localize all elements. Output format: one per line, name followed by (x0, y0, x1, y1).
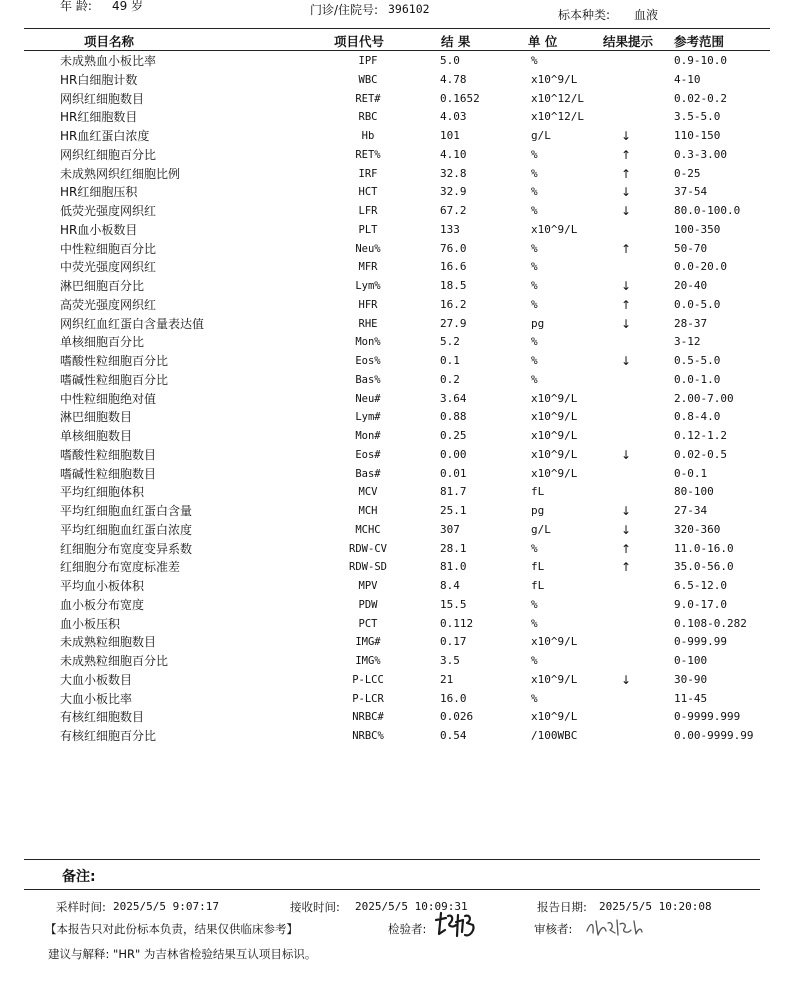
reference-range: 80-100 (674, 485, 714, 499)
reference-range: 0-100 (674, 654, 708, 667)
item-unit: x10^9/L (531, 710, 578, 724)
item-unit: x10^9/L (531, 429, 578, 442)
item-result: 32.9 (440, 185, 467, 199)
reference-range: 0.0-20.0 (674, 260, 727, 274)
item-name: 嗜酸性粒细胞数目 (60, 447, 157, 462)
item-result: 25.1 (440, 504, 467, 517)
result-flag: ↓ (620, 522, 632, 537)
item-code: HFR (358, 298, 378, 311)
item-name: 平均红细胞血红蛋白浓度 (60, 522, 193, 537)
item-result: 18.5 (440, 279, 467, 292)
item-code: PCT (358, 617, 378, 630)
item-code: MPV (358, 580, 378, 592)
item-name: HR白细胞计数 (60, 72, 138, 87)
result-flag: ↑ (620, 541, 632, 556)
item-code: P-LCR (352, 692, 384, 705)
item-name: 嗜碱性粒细胞百分比 (60, 372, 169, 387)
item-result: 133 (440, 222, 460, 236)
table-row (0, 108, 794, 127)
item-name: HR红细胞压积 (60, 185, 138, 200)
item-unit: % (531, 372, 538, 386)
item-code: HCT (358, 186, 378, 199)
item-code: Lym# (355, 411, 381, 424)
item-result: 16.2 (440, 297, 467, 311)
table-row (0, 165, 794, 184)
specimen-value: 血液 (634, 8, 659, 22)
col-header-code: 项目代号 (334, 34, 385, 49)
item-name: 淋巴细胞百分比 (60, 279, 145, 293)
item-code: WBC (358, 73, 378, 86)
reviewer-signature-image (584, 915, 644, 939)
item-result: 4.78 (440, 72, 467, 86)
reference-range: 0.0-5.0 (674, 297, 721, 311)
item-name: 未成熟粒细胞数目 (60, 635, 157, 650)
item-name: 平均红细胞体积 (60, 485, 145, 500)
table-row (0, 71, 794, 90)
table-row (0, 202, 794, 221)
item-unit: x10^9/L (531, 391, 578, 405)
tester-label: 检验者: (388, 922, 427, 936)
item-code: PDW (358, 598, 378, 611)
remark-top-rule (24, 859, 760, 860)
reference-range: 0.12-1.2 (674, 429, 727, 442)
item-code: Eos# (355, 448, 381, 461)
item-name: 网织红细胞数目 (60, 91, 145, 106)
reference-range: 0.8-4.0 (674, 410, 721, 424)
item-unit: fL (531, 579, 545, 592)
item-name: 低荧光强度网织红 (60, 204, 157, 218)
reference-range: 0-9999.999 (674, 710, 741, 724)
reference-range: 0.0-1.0 (674, 372, 721, 386)
reference-range: 110-150 (674, 129, 721, 142)
reference-range: 20-40 (674, 279, 708, 292)
item-result: 5.0 (440, 54, 460, 67)
item-name: 大血小板比率 (60, 691, 133, 706)
item-unit: % (531, 691, 538, 705)
item-code: MCH (358, 505, 378, 517)
item-name: 淋巴细胞数目 (60, 410, 133, 425)
item-unit: % (531, 279, 538, 292)
item-result: 0.1 (440, 354, 460, 367)
table-row (0, 690, 794, 709)
col-header-result: 结 果 (441, 34, 471, 49)
item-unit: % (531, 297, 538, 311)
item-result: 0.25 (440, 429, 467, 442)
col-header-unit: 单 位 (528, 34, 558, 49)
item-name: 单核细胞数目 (60, 429, 133, 443)
item-code: Bas# (355, 467, 381, 480)
item-name: 未成熟网织红细胞比例 (60, 166, 181, 181)
table-row (0, 483, 794, 502)
item-unit: % (531, 185, 538, 199)
item-code: IRF (358, 167, 378, 180)
item-unit: x10^9/L (531, 672, 578, 686)
item-result: 0.88 (440, 410, 467, 424)
item-result: 16.6 (440, 260, 467, 274)
reference-range: 6.5-12.0 (674, 579, 727, 592)
item-code: NRBC% (352, 730, 384, 742)
item-code: Eos% (355, 355, 381, 367)
item-code: Neu# (355, 392, 381, 405)
table-row (0, 240, 794, 259)
result-flag: ↓ (620, 447, 632, 462)
table-row (0, 577, 794, 596)
item-name: 未成熟血小板比率 (60, 54, 157, 68)
item-result: 307 (440, 522, 460, 536)
table-row (0, 558, 794, 577)
item-result: 5.2 (440, 335, 460, 349)
disclaimer: 【本报告只对此份标本负责，结果仅供临床参考】 (45, 922, 298, 936)
table-row (0, 333, 794, 352)
item-code: LFR (358, 205, 378, 217)
item-result: 27.9 (440, 316, 467, 330)
reference-range: 2.00-7.00 (674, 391, 734, 405)
table-row (0, 596, 794, 615)
reference-range: 0.108-0.282 (674, 616, 747, 630)
header-bottom-rule (24, 50, 770, 51)
reference-range: 28-37 (674, 316, 708, 330)
item-unit: % (531, 335, 538, 349)
table-row (0, 371, 794, 390)
reference-range: 0.00-9999.99 (674, 729, 754, 742)
item-name: 单核细胞百分比 (60, 335, 145, 350)
result-flag: ↑ (620, 241, 632, 256)
item-unit: % (531, 204, 538, 217)
item-result: 0.1652 (440, 91, 480, 105)
table-row (0, 52, 794, 71)
item-code: PLT (358, 223, 378, 236)
item-name: 红细胞分布宽度标准差 (60, 560, 181, 575)
item-code: Lym% (355, 280, 381, 292)
item-unit: x10^9/L (531, 222, 578, 236)
item-name: HR血红蛋白浓度 (60, 129, 150, 143)
reference-range: 0.02-0.5 (674, 447, 727, 461)
item-unit: x10^9/L (531, 410, 578, 424)
table-row (0, 90, 794, 109)
item-unit: % (531, 541, 538, 555)
tester-signature (432, 910, 482, 946)
item-result: 4.03 (440, 110, 467, 124)
item-unit: /100WBC (531, 729, 578, 742)
item-code: Mon# (355, 430, 381, 442)
table-row (0, 652, 794, 671)
item-result: 67.2 (440, 204, 467, 217)
reference-range: 11-45 (674, 691, 708, 705)
item-unit: % (531, 166, 538, 180)
patient-id-value: 396102 (388, 2, 430, 16)
col-header-ref: 参考范围 (674, 34, 725, 49)
report-date: 2025/5/5 10:20:08 (599, 900, 712, 913)
reference-range: 37-54 (674, 185, 708, 199)
item-name: 中性粒细胞绝对值 (60, 391, 157, 406)
item-name: 中性粒细胞百分比 (60, 241, 157, 256)
remark-bottom-rule (24, 889, 760, 890)
remark-label: 备注: (62, 869, 96, 885)
table-row (0, 277, 794, 296)
table-row (0, 408, 794, 427)
item-result: 21 (440, 672, 454, 686)
item-result: 28.1 (440, 541, 467, 555)
item-unit: % (531, 260, 538, 274)
item-name: 中荧光强度网织红 (60, 260, 157, 275)
result-flag: ↓ (620, 672, 632, 687)
table-row (0, 315, 794, 334)
reference-range: 9.0-17.0 (674, 597, 727, 611)
results-table (0, 52, 794, 746)
table-row (0, 633, 794, 652)
table-row (0, 352, 794, 371)
item-name: 网织红细胞百分比 (60, 147, 157, 162)
reference-range: 320-360 (674, 522, 721, 536)
table-row (0, 465, 794, 484)
item-name: 有核红细胞百分比 (60, 729, 157, 743)
reference-range: 11.0-16.0 (674, 541, 734, 555)
reference-range: 80.0-100.0 (674, 204, 741, 217)
table-row (0, 671, 794, 690)
item-unit: x10^12/L (531, 110, 584, 124)
item-unit: % (531, 616, 538, 630)
table-row (0, 502, 794, 521)
table-row (0, 727, 794, 746)
item-code: Bas% (355, 373, 381, 386)
age-value: 49 岁 (112, 0, 144, 13)
result-flag: ↓ (620, 129, 632, 143)
result-flag: ↓ (620, 504, 632, 518)
item-unit: g/L (531, 522, 551, 536)
item-code: IMG% (355, 655, 381, 667)
item-result: 4.10 (440, 147, 467, 161)
item-code: Neu% (355, 242, 381, 255)
result-flag: ↓ (620, 185, 632, 200)
item-unit: x10^9/L (531, 72, 578, 86)
item-unit: % (531, 54, 538, 67)
col-header-name: 项目名称 (84, 34, 135, 49)
item-unit: g/L (531, 129, 551, 142)
item-name: 大血小板数目 (60, 672, 133, 687)
sampling-time: 2025/5/5 9:07:17 (113, 900, 219, 913)
item-name: 平均血小板体积 (60, 579, 145, 593)
item-result: 101 (440, 129, 460, 142)
item-name: HR红细胞数目 (60, 110, 138, 125)
item-unit: % (531, 241, 538, 255)
header-top-rule (24, 28, 770, 29)
advice-text: 建议与解释: "HR" 为吉林省检验结果互认项目标识。 (48, 947, 317, 961)
received-time-label: 接收时间: (290, 900, 340, 914)
item-name: 血小板压积 (60, 616, 121, 631)
item-name: 有核红细胞数目 (60, 710, 145, 725)
item-code: RDW-CV (349, 542, 387, 555)
item-unit: x10^9/L (531, 466, 578, 480)
item-unit: pg (531, 316, 545, 330)
item-name: 血小板分布宽度 (60, 597, 145, 612)
item-code: RET% (355, 148, 381, 161)
item-result: 0.54 (440, 729, 467, 742)
item-unit: x10^9/L (531, 447, 578, 461)
item-code: IPF (358, 55, 378, 67)
table-row (0, 615, 794, 634)
result-flag: ↓ (620, 279, 632, 293)
item-result: 0.00 (440, 447, 467, 461)
result-flag: ↓ (620, 204, 632, 218)
item-name: HR血小板数目 (60, 222, 138, 237)
table-row (0, 258, 794, 277)
table-row (0, 446, 794, 465)
table-row (0, 708, 794, 727)
item-result: 81.7 (440, 485, 467, 499)
item-result: 3.64 (440, 391, 467, 405)
reference-range: 0.5-5.0 (674, 354, 721, 367)
result-flag: ↑ (620, 147, 632, 162)
reference-range: 30-90 (674, 672, 708, 686)
item-unit: fL (531, 485, 545, 499)
item-unit: % (531, 597, 538, 611)
item-code: NRBC# (352, 711, 384, 724)
item-unit: x10^9/L (531, 635, 578, 649)
item-unit: % (531, 354, 538, 367)
item-name: 高荧光强度网织红 (60, 297, 157, 312)
tester-signature-image (432, 910, 482, 942)
item-code: Hb (361, 130, 375, 142)
reference-range: 0-999.99 (674, 635, 727, 649)
col-header-flag: 结果提示 (603, 34, 654, 49)
item-unit: fL (531, 560, 545, 574)
reference-range: 27-34 (674, 504, 708, 517)
sampling-time-label: 采样时间: (56, 900, 106, 914)
item-name: 未成熟粒细胞百分比 (60, 654, 169, 668)
report-date-label: 报告日期: (537, 900, 587, 914)
item-name: 嗜碱性粒细胞数目 (60, 466, 157, 481)
table-row (0, 427, 794, 446)
result-flag: ↑ (620, 166, 632, 181)
received-time: 2025/5/5 10:09:31 (355, 900, 468, 913)
item-unit: % (531, 654, 538, 667)
item-result: 0.026 (440, 710, 474, 724)
item-result: 0.2 (440, 372, 460, 386)
reviewer-label: 审核者: (534, 922, 573, 936)
table-row (0, 183, 794, 202)
result-flag: ↑ (620, 297, 632, 312)
reference-range: 0.3-3.00 (674, 147, 727, 161)
reference-range: 0.02-0.2 (674, 91, 727, 105)
table-row (0, 127, 794, 146)
reference-range: 0-0.1 (674, 466, 708, 480)
item-code: RBC (358, 111, 378, 124)
item-result: 0.112 (440, 616, 474, 630)
item-unit: x10^12/L (531, 91, 584, 105)
item-name: 嗜酸性粒细胞百分比 (60, 354, 169, 368)
table-row (0, 146, 794, 165)
reference-range: 3.5-5.0 (674, 110, 721, 124)
item-result: 15.5 (440, 597, 467, 611)
item-result: 32.8 (440, 166, 467, 180)
reference-range: 35.0-56.0 (674, 560, 734, 574)
result-flag: ↓ (620, 316, 632, 331)
item-code: IMG# (355, 636, 381, 649)
reference-range: 0-25 (674, 166, 701, 180)
reference-range: 50-70 (674, 241, 708, 255)
table-row (0, 540, 794, 559)
specimen-label: 标本种类: (558, 8, 611, 22)
item-unit: % (531, 147, 538, 161)
result-flag: ↓ (620, 354, 632, 368)
item-result: 0.01 (440, 466, 467, 480)
item-result: 3.5 (440, 654, 460, 667)
item-name: 网织红血红蛋白含量表达值 (60, 316, 205, 331)
item-result: 8.4 (440, 579, 460, 592)
item-result: 81.0 (440, 560, 467, 574)
reference-range: 0.9-10.0 (674, 54, 727, 67)
table-row (0, 221, 794, 240)
table-row (0, 296, 794, 315)
item-code: RET# (355, 92, 381, 105)
item-code: P-LCC (352, 673, 384, 686)
reference-range: 4-10 (674, 72, 701, 86)
item-name: 红细胞分布宽度变异系数 (60, 541, 193, 556)
item-code: MCV (358, 486, 378, 499)
item-result: 76.0 (440, 241, 467, 255)
item-code: MFR (358, 261, 378, 274)
item-unit: pg (531, 504, 545, 517)
reference-range: 100-350 (674, 222, 721, 236)
reviewer-signature (584, 915, 644, 943)
reference-range: 3-12 (674, 335, 701, 349)
item-code: RHE (358, 317, 378, 330)
item-code: Mon% (355, 336, 381, 349)
item-code: RDW-SD (349, 561, 387, 574)
age-label: 年 龄: (60, 0, 92, 13)
table-row (0, 521, 794, 540)
item-name: 平均红细胞血红蛋白含量 (60, 504, 193, 518)
table-row (0, 390, 794, 409)
result-flag: ↑ (620, 560, 632, 575)
patient-id-label: 门诊/住院号: (310, 3, 379, 17)
item-code: MCHC (355, 523, 381, 536)
item-result: 0.17 (440, 635, 467, 649)
item-result: 16.0 (440, 691, 467, 705)
